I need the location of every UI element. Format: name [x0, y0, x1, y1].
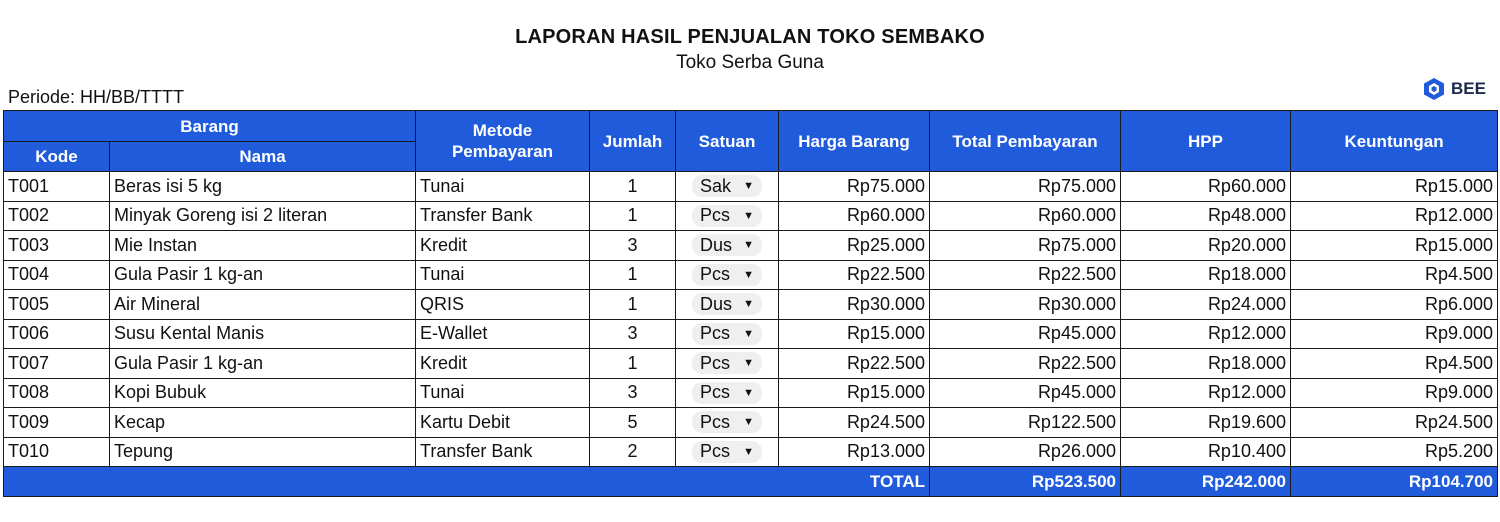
col-header-metode: Metode Pembayaran	[416, 111, 590, 172]
col-header-total: Total Pembayaran	[930, 111, 1121, 172]
satuan-dropdown[interactable]	[692, 264, 762, 286]
sales-table	[3, 110, 1498, 497]
table-row	[4, 290, 1498, 320]
cell-harga: Rp75.000	[779, 172, 930, 202]
cell-metode: E-Wallet	[416, 319, 590, 349]
cell-jumlah: 5	[590, 408, 676, 438]
col-header-jumlah: Jumlah	[590, 111, 676, 172]
satuan-value: Pcs	[700, 382, 731, 403]
cell-jumlah: 3	[590, 231, 676, 261]
cell-kode: T010	[4, 437, 110, 467]
cell-satuan	[676, 172, 779, 202]
cell-satuan	[676, 319, 779, 349]
cell-nama: Minyak Goreng isi 2 literan	[110, 201, 416, 231]
satuan-value: Pcs	[700, 264, 731, 285]
cell-satuan	[676, 378, 779, 408]
cell-harga: Rp22.500	[779, 260, 930, 290]
cell-hpp: Rp12.000	[1121, 378, 1291, 408]
cell-keuntungan: Rp6.000	[1291, 290, 1498, 320]
cell-total: Rp45.000	[930, 319, 1121, 349]
chevron-down-icon: ▼	[743, 209, 755, 222]
total-keuntungan: Rp104.700	[1291, 467, 1498, 497]
cell-metode: Tunai	[416, 260, 590, 290]
cell-satuan	[676, 231, 779, 261]
satuan-dropdown[interactable]	[692, 205, 762, 227]
cell-kode: T005	[4, 290, 110, 320]
cell-harga: Rp15.000	[779, 378, 930, 408]
cell-satuan	[676, 349, 779, 379]
report-subtitle: Toko Serba Guna	[676, 52, 824, 73]
cell-nama: Beras isi 5 kg	[110, 172, 416, 202]
period-label: Periode: HH/BB/TTTT	[8, 87, 185, 107]
cell-satuan	[676, 201, 779, 231]
satuan-value: Dus	[700, 293, 733, 314]
cell-nama: Kopi Bubuk	[110, 378, 416, 408]
cell-total: Rp45.000	[930, 378, 1121, 408]
col-header-keuntungan: Keuntungan	[1291, 111, 1498, 172]
table-row	[4, 172, 1498, 202]
cell-jumlah: 1	[590, 260, 676, 290]
cell-metode: Transfer Bank	[416, 437, 590, 467]
cell-hpp: Rp19.600	[1121, 408, 1291, 438]
col-header-harga: Harga Barang	[779, 111, 930, 172]
chevron-down-icon: ▼	[743, 298, 755, 311]
chevron-down-icon: ▼	[743, 180, 755, 193]
cell-metode: Tunai	[416, 378, 590, 408]
chevron-down-icon: ▼	[743, 239, 755, 252]
cell-harga: Rp24.500	[779, 408, 930, 438]
cell-metode: Transfer Bank	[416, 201, 590, 231]
satuan-dropdown[interactable]	[692, 323, 762, 345]
cell-metode: QRIS	[416, 290, 590, 320]
cell-total: Rp22.500	[930, 349, 1121, 379]
cell-jumlah: 3	[590, 319, 676, 349]
cell-satuan	[676, 437, 779, 467]
table-row	[4, 378, 1498, 408]
chevron-down-icon: ▼	[743, 268, 755, 281]
cell-harga: Rp13.000	[779, 437, 930, 467]
cell-keuntungan: Rp24.500	[1291, 408, 1498, 438]
cell-kode: T006	[4, 319, 110, 349]
satuan-value: Pcs	[700, 323, 731, 344]
cell-nama: Tepung	[110, 437, 416, 467]
satuan-value: Pcs	[700, 411, 731, 432]
satuan-dropdown[interactable]	[692, 382, 762, 404]
cell-satuan	[676, 260, 779, 290]
cell-hpp: Rp20.000	[1121, 231, 1291, 261]
cell-metode: Kredit	[416, 231, 590, 261]
cell-nama: Susu Kental Manis	[110, 319, 416, 349]
chevron-down-icon: ▼	[743, 357, 755, 370]
cell-kode: T002	[4, 201, 110, 231]
col-header-hpp: HPP	[1121, 111, 1291, 172]
cell-keuntungan: Rp12.000	[1291, 201, 1498, 231]
cell-metode: Kartu Debit	[416, 408, 590, 438]
cell-hpp: Rp12.000	[1121, 319, 1291, 349]
satuan-dropdown[interactable]	[692, 352, 762, 374]
cell-nama: Air Mineral	[110, 290, 416, 320]
cell-harga: Rp15.000	[779, 319, 930, 349]
cell-hpp: Rp18.000	[1121, 260, 1291, 290]
table-row	[4, 319, 1498, 349]
cell-harga: Rp25.000	[779, 231, 930, 261]
cell-keuntungan: Rp4.500	[1291, 349, 1498, 379]
chevron-down-icon: ▼	[743, 386, 755, 399]
cell-nama: Mie Instan	[110, 231, 416, 261]
cell-harga: Rp22.500	[779, 349, 930, 379]
cell-total: Rp75.000	[930, 172, 1121, 202]
cell-keuntungan: Rp4.500	[1291, 260, 1498, 290]
satuan-dropdown[interactable]	[692, 441, 762, 463]
cell-total: Rp75.000	[930, 231, 1121, 261]
bee-logo-icon	[1423, 77, 1445, 101]
cell-hpp: Rp60.000	[1121, 172, 1291, 202]
cell-keuntungan: Rp5.200	[1291, 437, 1498, 467]
report-title: LAPORAN HASIL PENJUALAN TOKO SEMBAKO	[515, 26, 985, 48]
cell-keuntungan: Rp15.000	[1291, 231, 1498, 261]
chevron-down-icon: ▼	[743, 445, 755, 458]
chevron-down-icon: ▼	[743, 327, 755, 340]
cell-jumlah: 1	[590, 172, 676, 202]
logo-text: BEE	[1451, 79, 1486, 98]
table-row	[4, 408, 1498, 438]
satuan-dropdown[interactable]	[692, 411, 762, 433]
satuan-dropdown[interactable]	[692, 293, 762, 315]
cell-total: Rp60.000	[930, 201, 1121, 231]
satuan-value: Pcs	[700, 441, 731, 462]
col-header-satuan: Satuan	[676, 111, 779, 172]
cell-hpp: Rp24.000	[1121, 290, 1291, 320]
table-row	[4, 260, 1498, 290]
total-hpp: Rp242.000	[1121, 467, 1291, 497]
cell-nama: Gula Pasir 1 kg-an	[110, 260, 416, 290]
chevron-down-icon: ▼	[743, 416, 755, 429]
satuan-value: Sak	[700, 175, 732, 196]
cell-kode: T008	[4, 378, 110, 408]
table-row	[4, 231, 1498, 261]
cell-kode: T009	[4, 408, 110, 438]
cell-keuntungan: Rp9.000	[1291, 378, 1498, 408]
cell-total: Rp122.500	[930, 408, 1121, 438]
table-row	[4, 201, 1498, 231]
brand-logo	[1423, 77, 1486, 101]
cell-keuntungan: Rp15.000	[1291, 172, 1498, 202]
cell-nama: Kecap	[110, 408, 416, 438]
cell-total: Rp26.000	[930, 437, 1121, 467]
cell-metode: Tunai	[416, 172, 590, 202]
col-header-kode: Kode	[4, 142, 110, 172]
grand-total: Rp523.500	[930, 467, 1121, 497]
cell-jumlah: 3	[590, 378, 676, 408]
satuan-dropdown[interactable]	[692, 175, 762, 197]
cell-satuan	[676, 408, 779, 438]
cell-keuntungan: Rp9.000	[1291, 319, 1498, 349]
cell-kode: T004	[4, 260, 110, 290]
satuan-dropdown[interactable]	[692, 234, 762, 256]
cell-total: Rp30.000	[930, 290, 1121, 320]
cell-metode: Kredit	[416, 349, 590, 379]
cell-hpp: Rp10.400	[1121, 437, 1291, 467]
satuan-value: Dus	[700, 234, 733, 255]
cell-total: Rp22.500	[930, 260, 1121, 290]
table-row	[4, 437, 1498, 467]
satuan-value: Pcs	[700, 352, 731, 373]
cell-jumlah: 1	[590, 201, 676, 231]
cell-kode: T007	[4, 349, 110, 379]
col-header-nama: Nama	[110, 142, 416, 172]
satuan-value: Pcs	[700, 205, 731, 226]
table-row	[4, 349, 1498, 379]
cell-satuan	[676, 290, 779, 320]
cell-harga: Rp60.000	[779, 201, 930, 231]
cell-kode: T003	[4, 231, 110, 261]
total-label: TOTAL	[4, 467, 930, 497]
cell-nama: Gula Pasir 1 kg-an	[110, 349, 416, 379]
col-header-barang: Barang	[4, 111, 416, 142]
cell-jumlah: 1	[590, 290, 676, 320]
cell-jumlah: 1	[590, 349, 676, 379]
cell-hpp: Rp48.000	[1121, 201, 1291, 231]
cell-harga: Rp30.000	[779, 290, 930, 320]
cell-hpp: Rp18.000	[1121, 349, 1291, 379]
cell-jumlah: 2	[590, 437, 676, 467]
cell-kode: T001	[4, 172, 110, 202]
